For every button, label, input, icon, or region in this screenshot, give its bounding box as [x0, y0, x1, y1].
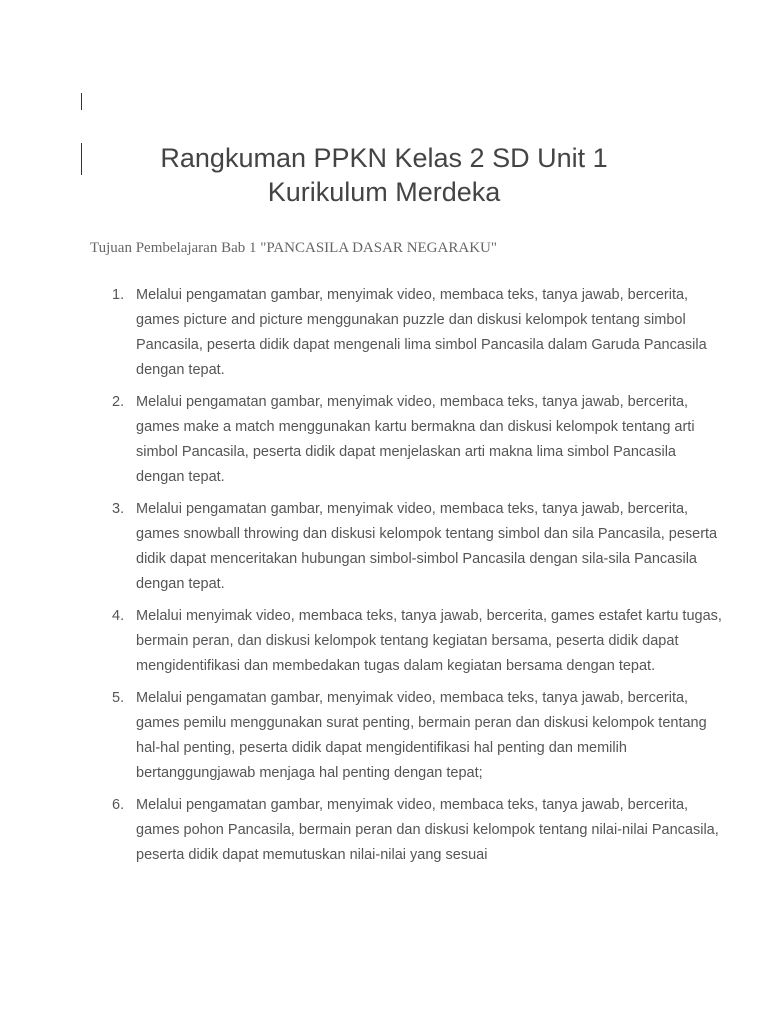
- list-item: [112, 686, 726, 786]
- section-subtitle: Tujuan Pembelajaran Bab 1 "PANCASILA DASAR NEGARAKU": [90, 240, 497, 256]
- list-item: [112, 390, 726, 490]
- list-item-number: 2.: [112, 394, 125, 410]
- learning-objectives-list: [90, 283, 726, 875]
- list-item: [112, 793, 726, 868]
- list-item-text: Melalui pengamatan gambar, menyimak video, membaca teks, tanya jawab, bercerita, games pemilu menggunakan surat penting, bermain peran dan diskusi kelompok tentang hal-hal penting, peserta didik dapat mengidentifikasi hal penting dan memilih bertanggungjawab menjaga hal penting dengan tepat;: [136, 690, 707, 781]
- list-item-text: Melalui pengamatan gambar, menyimak video, membaca teks, tanya jawab, bercerita, games make a match menggunakan kartu bermakna dan diskusi kelompok tentang arti simbol Pancasila, peserta didik dapat menjelaskan arti makna lima simbol Pancasila dengan tepat.: [136, 394, 695, 485]
- text-cursor-mark: [81, 93, 82, 110]
- page-title: Rangkuman PPKN Kelas 2 SD Unit 1 Kurikulum Merdeka: [160, 143, 608, 207]
- text-cursor-mark: [81, 143, 82, 175]
- list-item-number: 6.: [112, 797, 125, 813]
- list-item: [112, 604, 726, 679]
- list-item-text: Melalui pengamatan gambar, menyimak video, membaca teks, tanya jawab, bercerita, games pohon Pancasila, bermain peran dan diskusi kelompok tentang nilai-nilai Pancasila, peserta didik dapat memutuskan nilai-nilai yang sesuai: [136, 797, 719, 863]
- list-item-number: 1.: [112, 287, 125, 303]
- list-item-number: 4.: [112, 608, 125, 624]
- list-item-text: Melalui pengamatan gambar, menyimak video, membaca teks, tanya jawab, bercerita, games snowball throwing dan diskusi kelompok tentang simbol dan sila Pancasila, peserta didik dapat menceritakan hubungan simbol-simbol Pancasila dengan sila-sila Pancasila dengan tepat.: [136, 501, 718, 592]
- list-item-number: 5.: [112, 690, 125, 706]
- list-item-number: 3.: [112, 501, 125, 517]
- list-item-text: Melalui pengamatan gambar, menyimak video, membaca teks, tanya jawab, bercerita, games picture and picture menggunakan puzzle dan diskusi kelompok tentang simbol Pancasila, peserta didik dapat mengenali lima simbol Pancasila dalam Garuda Pancasila dengan tepat.: [136, 287, 707, 378]
- list-item: [112, 283, 726, 383]
- list-item: [112, 497, 726, 597]
- list-item-text: Melalui menyimak video, membaca teks, tanya jawab, bercerita, games estafet kartu tugas, bermain peran, dan diskusi kelompok tentang kegiatan bersama, peserta didik dapat mengidentifikasi dan membedakan tugas dalam kegiatan bersama dengan tepat.: [136, 608, 722, 674]
